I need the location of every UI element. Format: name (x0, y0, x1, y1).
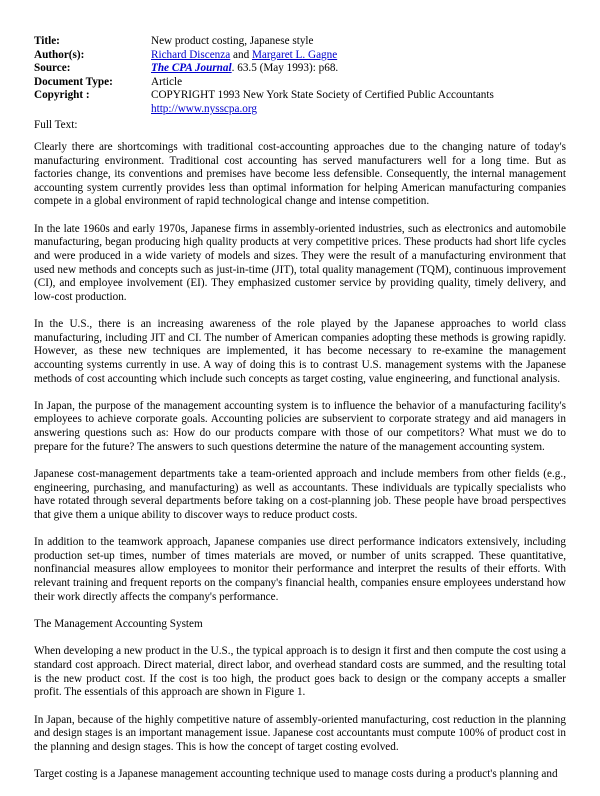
paragraph: When developing a new product in the U.S., the typical approach is to design it first and then compute the cost using a standard cost approach. Direct material, direct labor, and overhead standard costs are summed, and the resulting total is the new product cost. If the cost is too high, the product goes back to design or the company accepts a smaller profit. The essentials of this approach are shown in Figure 1. (34, 645, 566, 699)
article-body (34, 141, 566, 796)
citation-table (34, 35, 494, 117)
authors-row (34, 49, 494, 63)
title-label: Title: (34, 35, 60, 47)
paragraph: In Japan, the purpose of the management accounting system is to influence the behavior of a manufacturing facility's employees to achieve corporate goals. Accounting policies are subservient to corporate strategy and aid managers in answering questions such as: How do our products compare with those of our competitors? What must we do to prepare for the future? The answers to such questions determine the nature of the management accounting system. (34, 399, 566, 453)
paragraph: In Japan, because of the highly competitive nature of assembly-oriented manufacturing, cost reduction in the planning and design stages is an important management issue. Japanese cost accountants must compute 100% of product cost in the planning and design stages. This is how the concept of target costing evolved. (34, 713, 566, 753)
journal-link[interactable]: The CPA Journal (151, 62, 232, 75)
paragraph: In addition to the teamwork approach, Japanese companies use direct performance indicators extensively, including production set-up times, number of times materials are moved, or number of units scrapped. These quantitative, nonfinancial measures allow employees to monitor their performance and interpret the results of their efforts. With relevant training and frequent reports on the company's financial health, companies ensure employees understand how their work directly affects the company's performance. (34, 536, 566, 603)
copyright-value (151, 89, 494, 116)
source-row (34, 62, 494, 76)
authors-conjunction: and (230, 48, 252, 61)
publisher-url-link[interactable]: http://www.nysscpa.org (151, 102, 257, 115)
source-label: Source: (34, 62, 71, 75)
paragraph: In the late 1960s and early 1970s, Japanese firms in assembly-oriented industries, such as electronics and automobile manufacturing, began producing high quality products at very competitive prices. These products had short life cycles and were produced in a wide variety of models and sizes. They were the result of a manufacturing environment that used new methods and concepts such as just-in-time (JIT), total quality management (TQM), continuous improvement (CI), and employee involvement (EI). They emphasized customer service by providing quality, timely delivery, and low-cost production. (34, 222, 566, 303)
copyright-row (34, 89, 494, 116)
paragraph: In the U.S., there is an increasing awareness of the role played by the Japanese approaches to world class manufacturing, including JIT and CI. The number of American companies adopting these methods is growing rapidly. However, as these new techniques are implemented, it has become necessary to re-examine the management accounting systems currently in use. A way of doing this is to contrast U.S. management systems with the Japanese methods of cost accounting which include such concepts as target costing, value engineering, and functional analysis. (34, 318, 566, 385)
copyright-text: COPYRIGHT 1993 New York State Society of Certified Public Accountants (151, 89, 494, 102)
full-text-label: Full Text: (34, 119, 78, 131)
doctype-label: Document Type: (34, 75, 113, 88)
title-value: New product costing, Japanese style (151, 35, 314, 47)
paragraph: Target costing is a Japanese management accounting technique used to manage costs during a product's planning and (34, 768, 558, 781)
source-details: . 63.5 (May 1993): p68. (231, 62, 339, 75)
authors-value (151, 49, 494, 63)
title-row (34, 35, 494, 49)
paragraph: Japanese cost-management departments take a team-oriented approach and include members from other fields (e.g., engineering, purchasing, and manufacturing) as well as accountants. These individuals are typically specialists who have rotated through several departments before taking on a cost-planning job. These people have broad perspectives that give them a unique ability to discover ways to reduce product costs. (34, 468, 566, 521)
source-value (151, 62, 494, 76)
doctype-row (34, 76, 494, 90)
author-link-gagne[interactable]: Margaret L. Gagne (251, 48, 338, 61)
author-link-discenza[interactable]: Richard Discenza (151, 48, 231, 61)
paragraph: Clearly there are shortcomings with traditional cost-accounting approaches due to the changing nature of today's manufacturing environment. Traditional cost accounting has served manufacturers well for a long time. But as factories change, its conventions and premises have become less defensible. Consequently, the internal management accounting system currently provides less than optimal information for helping American manufacturing companies compete in a global environment of rapid technological change and intense competition. (34, 141, 566, 208)
copyright-label: Copyright : (34, 89, 90, 102)
authors-label: Author(s): (34, 48, 85, 61)
section-heading: The Management Accounting System (34, 618, 203, 630)
doctype-value: Article (151, 75, 183, 88)
